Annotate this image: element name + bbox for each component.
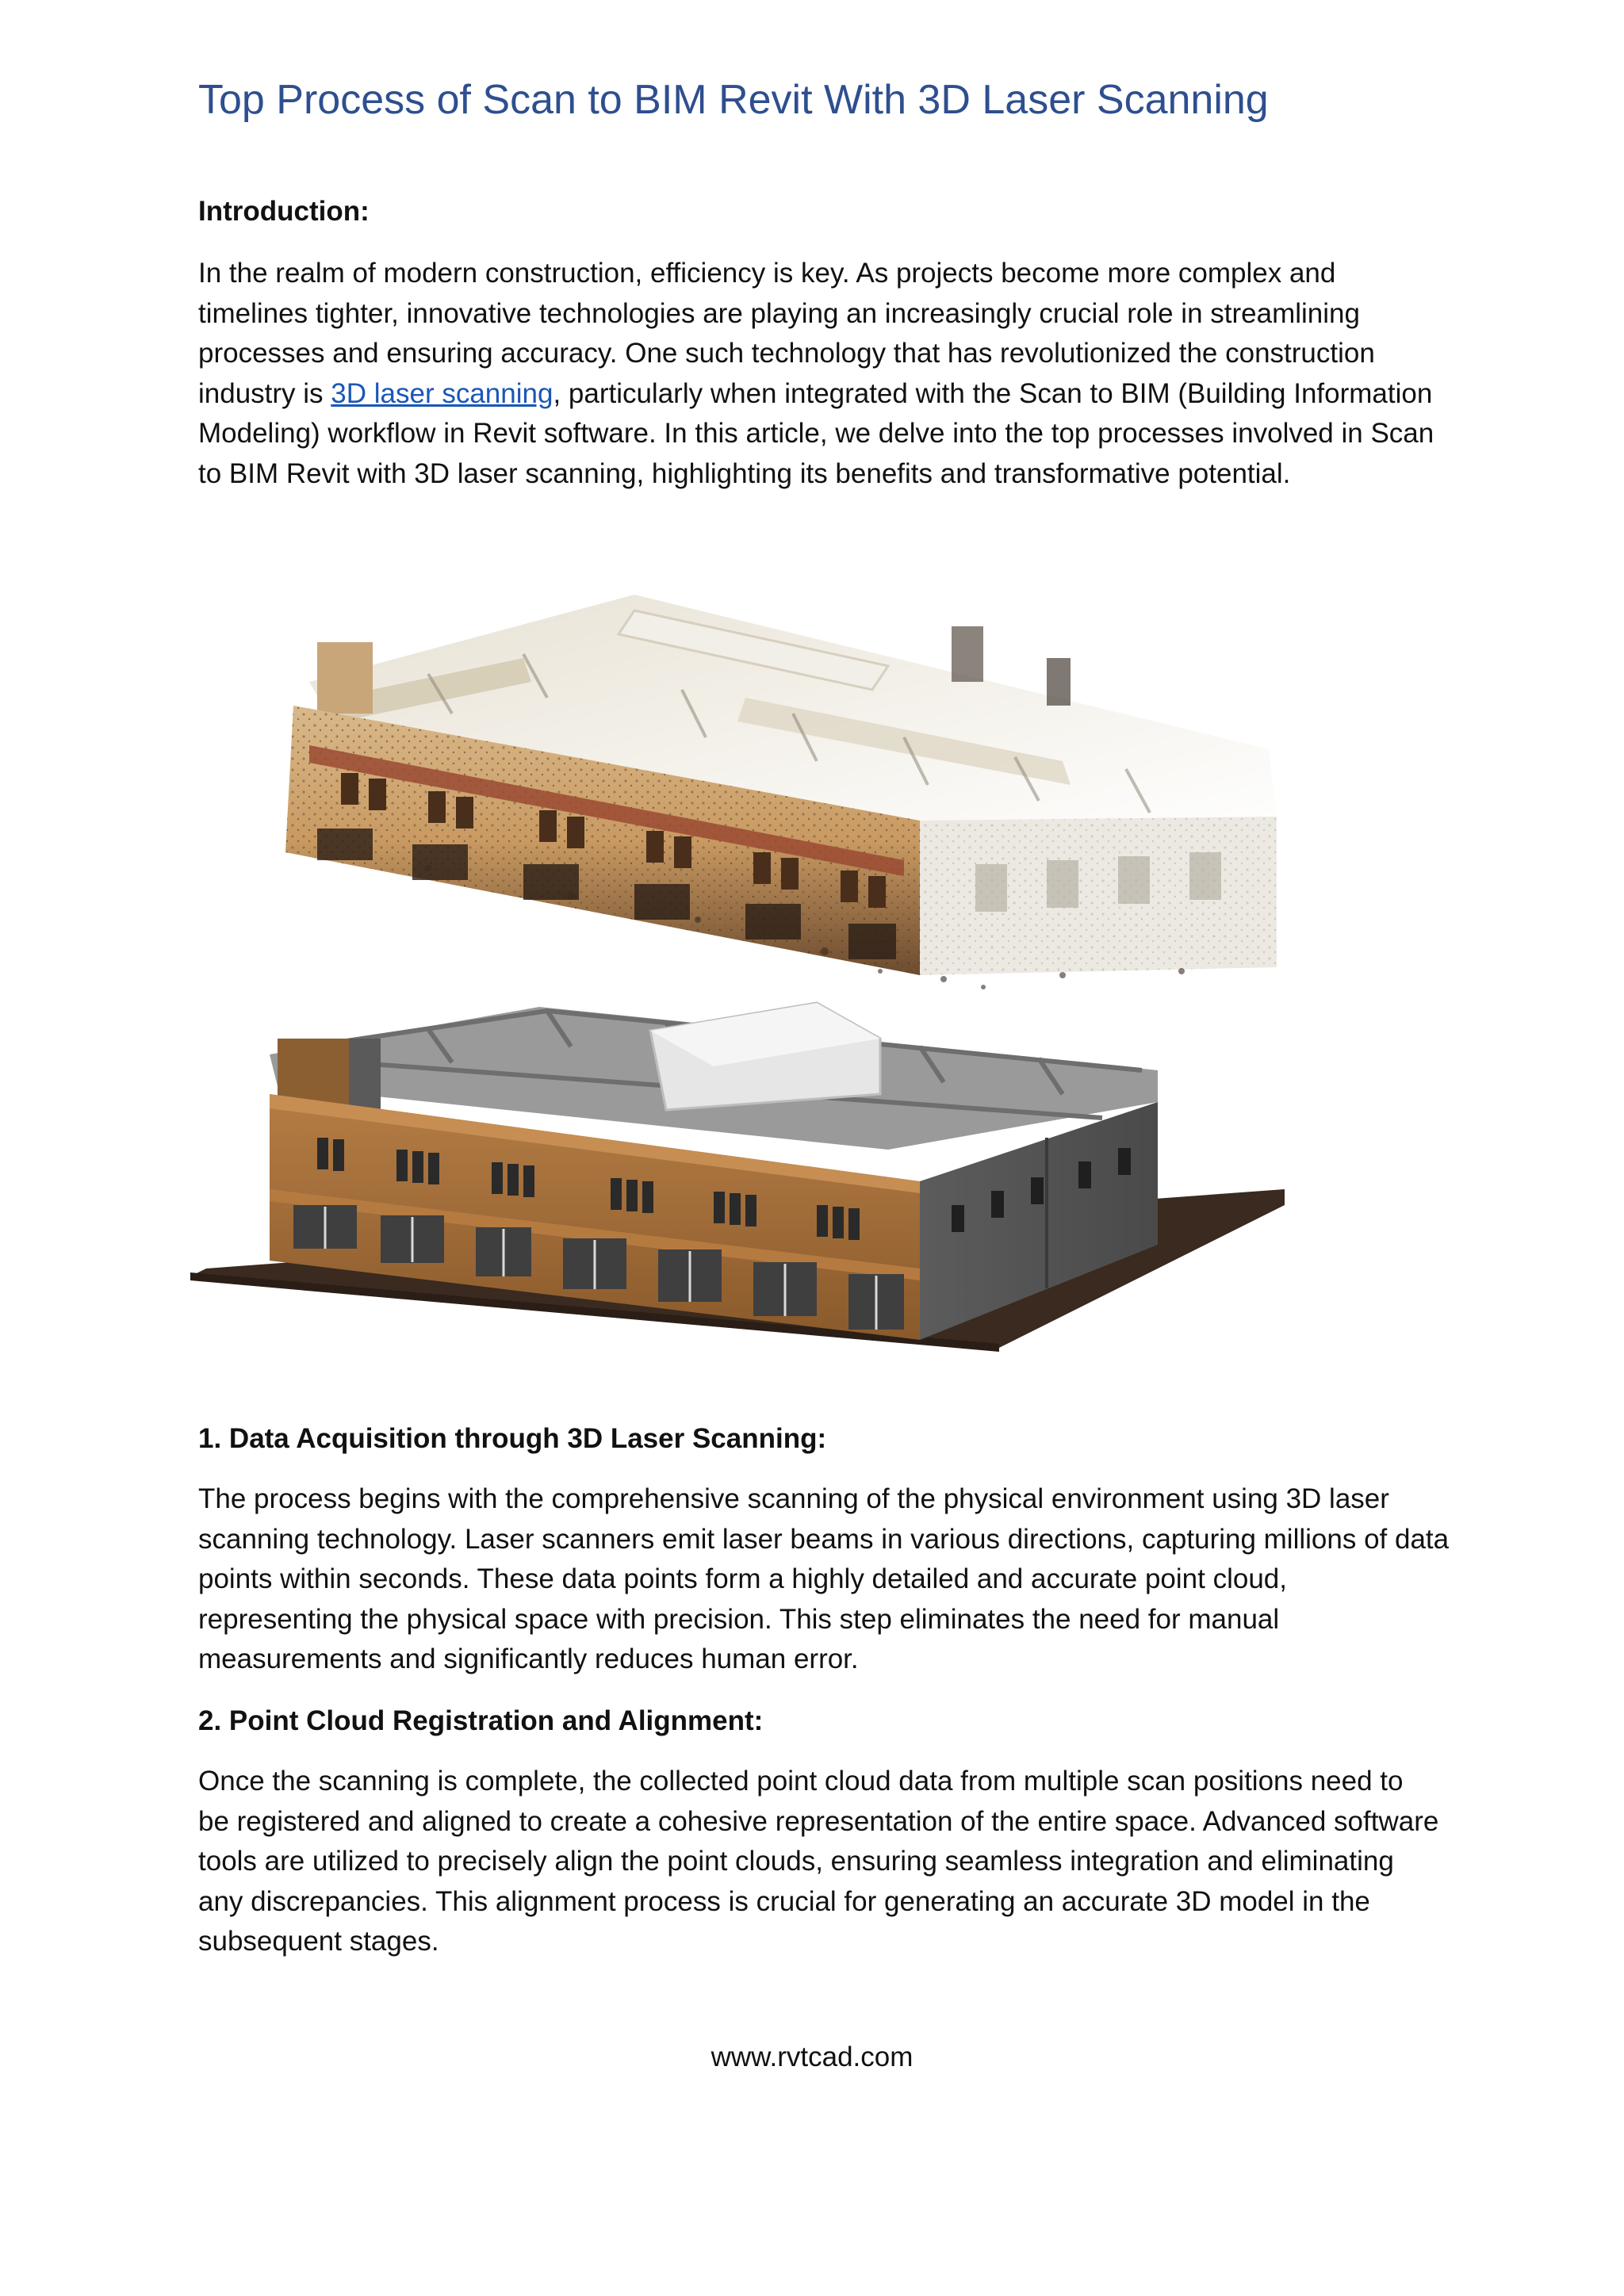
section-1-line: measurements and significantly reduces human error.	[198, 1644, 859, 1674]
point-cloud-image	[285, 595, 1277, 989]
section-1-line: points within seconds. These data points form a highly detailed and accurate point cloud,	[198, 1563, 1287, 1594]
section-2-line: Once the scanning is complete, the collected point cloud data from multiple scan positions need to	[198, 1766, 1404, 1797]
section-2-line: be registered and aligned to create a cohesive representation of the entire space. Advanced software	[198, 1805, 1439, 1837]
intro-line: timelines tighter, innovative technologies are playing an increasingly crucial role in streamlining	[198, 297, 1360, 329]
bim-model-image	[190, 1003, 1285, 1352]
intro-line: Modeling) workflow in Revit software. In this article, we delve into the top processes involved in Scan	[198, 418, 1434, 449]
section-2-line: tools are utilized to precisely align the point clouds, ensuring seamless integration and eliminating	[198, 1846, 1394, 1877]
intro-paragraph	[198, 254, 1435, 494]
intro-line-prefix: industry is	[198, 377, 331, 409]
section-1-heading: 1. Data Acquisition through 3D Laser Scanning:	[198, 1423, 827, 1454]
section-1-line: The process begins with the comprehensive scanning of the physical environment using 3D laser	[198, 1483, 1389, 1514]
footer-website: www.rvtcad.com	[710, 2042, 914, 2072]
page-title: Top Process of Scan to BIM Revit With 3D Laser Scanning	[198, 77, 1269, 123]
section-2-line: subsequent stages.	[198, 1926, 439, 1957]
intro-heading: Introduction:	[198, 196, 370, 227]
intro-line: processes and ensuring accuracy. One such technology that has revolutionized the construction	[198, 338, 1375, 369]
section-1-paragraph	[198, 1479, 1450, 1680]
section-1-line: representing the physical space with precision. This step eliminates the need for manual	[198, 1603, 1280, 1635]
intro-line-suffix: , particularly when integrated with the Scan to BIM (Building Information	[553, 377, 1433, 409]
section-2-heading: 2. Point Cloud Registration and Alignment:	[198, 1705, 764, 1736]
section-2-paragraph	[198, 1762, 1439, 1962]
intro-line: In the realm of modern construction, efficiency is key. As projects become more complex and	[198, 258, 1336, 289]
section-2-line: any discrepancies. This alignment process is crucial for generating an accurate 3D model in the	[198, 1885, 1370, 1917]
intro-line: to BIM Revit with 3D laser scanning, highlighting its benefits and transformative potential.	[198, 457, 1291, 489]
scan-to-bim-figure	[190, 579, 1300, 1356]
intro-line-with-link	[198, 374, 1435, 415]
laser-scanning-link[interactable]: 3D laser scanning	[331, 377, 553, 409]
section-1-line: scanning technology. Laser scanners emit laser beams in various directions, capturing millions of data	[198, 1523, 1450, 1555]
